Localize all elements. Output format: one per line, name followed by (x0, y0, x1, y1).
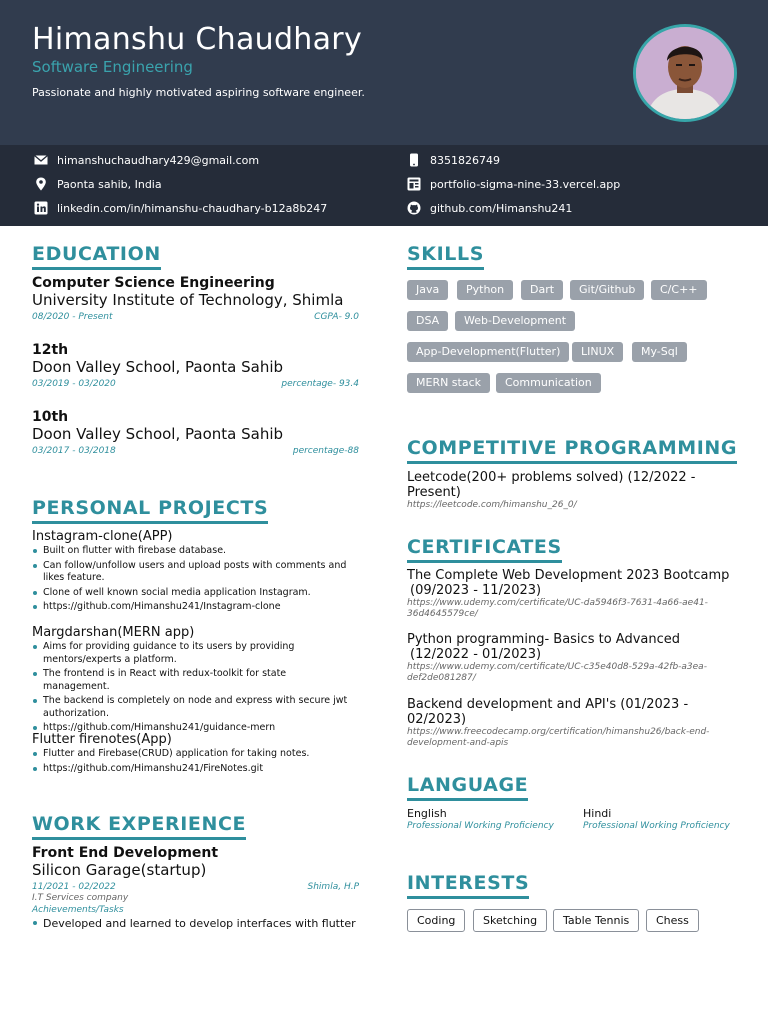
language-name: Hindi (583, 807, 612, 820)
education-score: percentage-88 (292, 446, 359, 456)
profile-photo-image (636, 27, 734, 119)
education-item (32, 342, 359, 389)
project-bullet: Built on flutter with firebase database. (32, 545, 350, 558)
work-dates: 11/2021 - 02/2022 (32, 882, 116, 892)
work-location: Shimla, H.P (307, 882, 359, 892)
contact-linkedin[interactable] (34, 201, 327, 215)
contact-portfolio[interactable] (407, 177, 620, 191)
certificate-link-line: https://www.udemy.com/certificate/UC-c35e40d8-529a-42fb-a3ea- (407, 662, 707, 672)
certificate-link-line: 36d4645579ce/ (407, 609, 478, 619)
skill-tag: MERN stack (407, 373, 490, 393)
project-link[interactable]: https://github.com/Himanshu241/guidance-mern (32, 722, 350, 735)
work-item (32, 845, 359, 933)
work-company: Silicon Garage(startup) (32, 861, 207, 879)
language-level: Professional Working Proficiency (407, 821, 554, 831)
education-institution: Doon Valley School, Paonta Sahib (32, 358, 284, 376)
contact-phone[interactable] (407, 153, 500, 167)
language-level: Professional Working Proficiency (583, 821, 730, 831)
cp-entry: Leetcode(200+ problems solved) (12/2022 - Present) (407, 470, 696, 500)
education-institution: University Institute of Technology, Shimla (32, 291, 344, 309)
github-icon (407, 201, 421, 215)
project-item (32, 529, 350, 616)
project-bullet: Aims for providing guidance to its users by providing mentors/experts a platform. (32, 641, 350, 666)
interest-tag: Table Tennis (553, 909, 639, 932)
contact-bar (0, 145, 768, 226)
skill-tag: Git/Github (570, 280, 644, 300)
certificate-name: Python programming- Basics to Advanced (407, 632, 680, 647)
contact-github-text: github.com/Himanshu241 (430, 201, 573, 215)
contact-location-text: Paonta sahib, India (57, 177, 162, 191)
education-institution: Doon Valley School, Paonta Sahib (32, 425, 284, 443)
education-degree: 12th (32, 342, 69, 358)
project-bullet: Can follow/unfollow users and upload posts with comments and likes feature. (32, 560, 350, 585)
skill-tag: App-Development(Flutter) (407, 342, 569, 362)
contact-location (34, 177, 162, 191)
contact-email-text: himanshuchaudhary429@gmail.com (57, 153, 260, 167)
certificate-item (407, 697, 747, 749)
certificate-dates: (12/2022 - 01/2023) (410, 647, 542, 662)
education-section-title: EDUCATION (32, 243, 161, 270)
contact-phone-text: 8351826749 (430, 153, 500, 167)
interests-section-title: INTERESTS (407, 872, 529, 899)
language-name: English (407, 807, 447, 820)
skill-tag: Web-Development (455, 311, 575, 331)
education-degree: Computer Science Engineering (32, 275, 275, 291)
language-item (407, 807, 554, 831)
certificate-link[interactable] (407, 598, 747, 620)
certificate-link-line: https://www.udemy.com/certificate/UC-da5946f3-7631-4a66-ae41- (407, 598, 708, 608)
interest-tag: Sketching (473, 909, 547, 932)
certificate-name: Backend development and API's (01/2023 - 02/2023) (407, 697, 689, 727)
education-dates: 03/2019 - 03/2020 (32, 379, 116, 389)
work-position: Front End Development (32, 845, 219, 861)
contact-portfolio-text: portfolio-sigma-nine-33.vercel.app (430, 177, 621, 191)
education-score: percentage- 93.4 (281, 379, 359, 389)
project-name: Flutter firenotes(App) (32, 732, 172, 747)
certificates-section-title: CERTIFICATES (407, 536, 562, 563)
cp-link[interactable]: https://leetcode.com/himanshu_26_0/ (407, 500, 577, 510)
contact-linkedin-text: linkedin.com/in/himanshu-chaudhary-b12a8b247 (57, 201, 328, 215)
project-link[interactable]: https://github.com/Himanshu241/Instagram-clone (32, 601, 350, 614)
certificate-link-line: development-and-apis (407, 738, 509, 748)
project-bullet: The frontend is in React with redux-toolkit for state management. (32, 668, 350, 693)
project-name: Instagram-clone(APP) (32, 529, 173, 544)
skills-section-title: SKILLS (407, 243, 484, 270)
email-icon (34, 153, 48, 167)
education-dates: 03/2017 - 03/2018 (32, 446, 116, 456)
linkedin-icon (34, 201, 48, 215)
certificate-link-line: def2de081287/ (407, 673, 476, 683)
interest-tag: Coding (407, 909, 465, 932)
project-bullet: Flutter and Firebase(CRUD) application for taking notes. (32, 748, 350, 761)
cp-item (407, 470, 747, 510)
contact-email[interactable] (34, 153, 259, 167)
skill-tag: Python (457, 280, 513, 300)
project-bullet: The backend is completely on node and express with secure jwt authorization. (32, 695, 350, 720)
skill-tag: Communication (496, 373, 601, 393)
skill-tag: Java (407, 280, 448, 300)
cp-section-title: COMPETITIVE PROGRAMMING (407, 437, 737, 464)
interest-tag: Chess (646, 909, 699, 932)
project-link[interactable]: https://github.com/Himanshu241/FireNotes.git (32, 763, 350, 776)
candidate-role: Software Engineering (32, 58, 193, 76)
skill-tag: C/C++ (651, 280, 707, 300)
candidate-summary: Passionate and highly motivated aspiring software engineer. (32, 86, 365, 99)
language-item (583, 807, 730, 831)
skill-tag: My-Sql (632, 342, 687, 362)
work-company-desc: I.T Services company (32, 893, 129, 903)
profile-photo (633, 24, 737, 122)
project-bullet: Clone of well known social media application Instagram. (32, 587, 350, 600)
education-item (32, 275, 359, 322)
phone-icon (407, 153, 421, 167)
education-dates: 08/2020 - Present (32, 312, 113, 322)
education-item (32, 409, 359, 456)
certificate-item (407, 632, 747, 684)
projects-section-title: PERSONAL PROJECTS (32, 497, 268, 524)
website-icon (407, 177, 421, 191)
certificate-link-line: https://www.freecodecamp.org/certification/himanshu26/back-end- (407, 727, 710, 737)
skill-tag: LINUX (572, 342, 623, 362)
work-section-title: WORK EXPERIENCE (32, 813, 246, 840)
project-item (32, 625, 350, 737)
certificate-link[interactable] (407, 727, 747, 749)
contact-github[interactable] (407, 201, 572, 215)
certificate-dates: (09/2023 - 11/2023) (410, 583, 542, 598)
education-score: CGPA- 9.0 (314, 312, 359, 322)
skill-tag: DSA (407, 311, 448, 331)
certificate-item (407, 568, 747, 620)
resume-header (0, 0, 768, 145)
project-item (32, 732, 350, 777)
certificate-name: The Complete Web Development 2023 Bootcamp (407, 568, 730, 583)
location-pin-icon (34, 177, 48, 191)
certificate-link[interactable] (407, 662, 747, 684)
work-achievements-label: Achievements/Tasks (32, 905, 124, 915)
education-degree: 10th (32, 409, 69, 425)
skill-tag: Dart (521, 280, 563, 300)
language-section-title: LANGUAGE (407, 774, 528, 801)
project-name: Margdarshan(MERN app) (32, 625, 195, 640)
candidate-name: Himanshu Chaudhary (32, 22, 362, 57)
work-bullet: Developed and learned to develop interfaces with flutter (32, 917, 359, 931)
